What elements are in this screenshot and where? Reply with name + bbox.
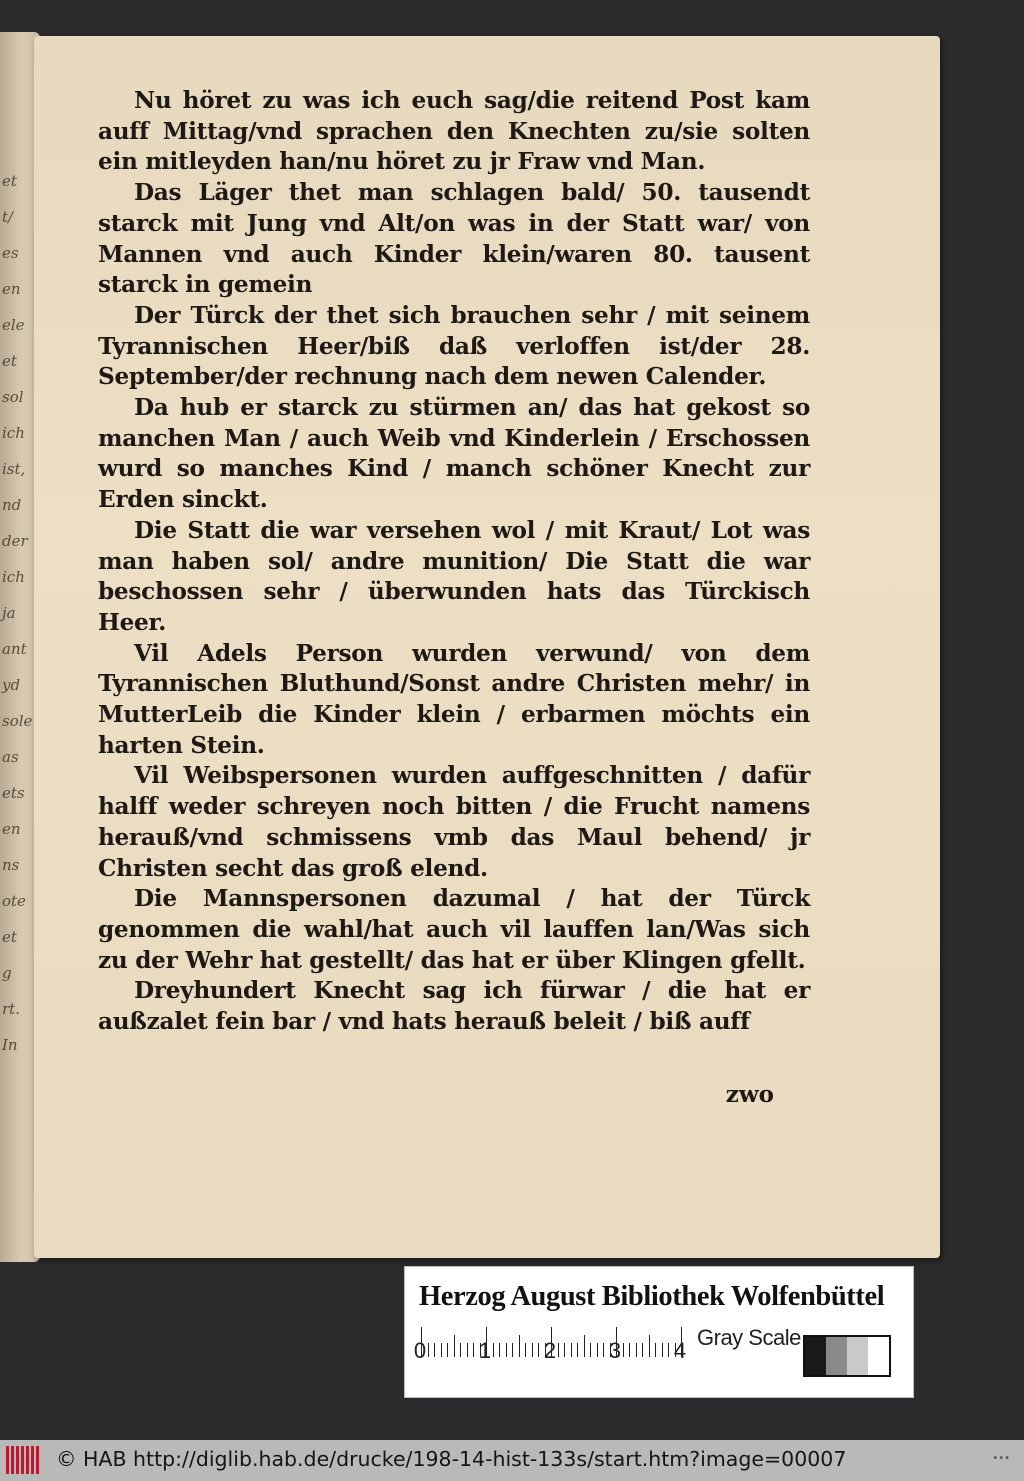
ruler-tick <box>454 1335 455 1357</box>
ruler-tick <box>655 1343 656 1357</box>
prev-page-fragment: sol <box>2 388 24 406</box>
stanza: Vil Weibspersonen wurden auffgeschnitten / dafür halff weder schreyen noch bitten / die Frucht namens herauß/vnd schmissens vmb das Maul behend/ jr Christen secht das groß elend. <box>98 762 810 882</box>
footer-bar <box>0 1440 1024 1481</box>
gray-swatch <box>826 1337 847 1375</box>
ruler-label: 1 <box>478 1338 492 1363</box>
logo-bar <box>16 1446 19 1474</box>
catchword: zwo <box>725 1081 774 1108</box>
stanza: Da hub er starck zu stürmen an/ das hat gekost so manchen Man / auch Weib vnd Kinderlein / Erschossen wurd so manches Kind / manch schöner Knecht zur Erden sinckt. <box>98 394 810 514</box>
prev-page-fragment: t/ <box>2 208 14 226</box>
color-target-card <box>404 1266 914 1398</box>
ruler-tick <box>597 1343 598 1357</box>
ruler-tick <box>428 1343 429 1357</box>
ruler-tick <box>447 1343 448 1357</box>
prev-page-fragment: rt. <box>2 1000 20 1018</box>
stanza: Nu höret zu was ich euch sag/die reitend Post kam auff Mittag/vnd sprachen den Knechten zu/sie solten ein mitleyden han/nu höret zu jr Fraw vnd Man. <box>98 87 810 176</box>
logo-bar <box>36 1446 39 1474</box>
prev-page-fragment: nd <box>2 496 22 514</box>
logo-bar <box>26 1446 29 1474</box>
stanza: Die Mannspersonen dazumal / hat der Türck genommen die wahl/hat auch vil lauffen lan/Was sich zu der Wehr hat gestellt/ das hat er über Klingen gfellt. <box>98 885 810 974</box>
gray-scale-label: Gray Scale <box>697 1325 801 1350</box>
prev-page-fragment: sole <box>2 712 33 730</box>
ruler-tick <box>558 1343 559 1357</box>
ruler-tick <box>649 1335 650 1357</box>
ruler-tick <box>636 1343 637 1357</box>
hab-logo-icon[interactable] <box>6 1446 44 1474</box>
ruler-tick <box>525 1343 526 1357</box>
gray-scale-swatches <box>803 1335 891 1377</box>
ruler-tick <box>460 1343 461 1357</box>
ruler-label: 4 <box>673 1338 687 1363</box>
ruler-tick <box>623 1343 624 1357</box>
resize-grip-icon: ••• <box>992 1453 1010 1464</box>
ruler-tick <box>668 1343 669 1357</box>
stanza: Vil Adels Person wurden verwund/ von dem Tyrannischen Bluthund/Sonst andre Christen mehr/ in MutterLeib die Kinder klein / erbarmen möchts ein harten Stein. <box>98 639 810 759</box>
page-text <box>98 86 810 1038</box>
ruler-tick <box>506 1343 507 1357</box>
prev-page-fragment: ja <box>2 604 16 622</box>
ruler-tick <box>493 1343 494 1357</box>
gray-swatch <box>847 1337 868 1375</box>
ruler-tick <box>499 1343 500 1357</box>
stanza: Das Läger thet man schlagen bald/ 50. tausendt starck mit Jung vnd Alt/on was in der Statt war/ von Mannen vnd auch Kinder klein/waren 80. tausent starck in gemein <box>98 179 810 299</box>
ruler-tick <box>532 1343 533 1357</box>
stanza: Der Türck der thet sich brauchen sehr / mit seinem Tyrannischen Heer/biß daß verloffen ist/der 28. September/der rechnung nach dem newen Calender. <box>98 301 810 391</box>
prev-page-fragment: ist, <box>2 460 26 478</box>
prev-page-fragment: ich <box>2 424 25 442</box>
prev-page-fragment: ote <box>2 892 26 910</box>
ruler-tick <box>473 1343 474 1357</box>
prev-page-fragment: ets <box>2 784 25 802</box>
ruler-tick <box>467 1343 468 1357</box>
prev-page-fragment: en <box>2 820 21 838</box>
prev-page-fragment: as <box>2 748 19 766</box>
copyright-url[interactable]: © HAB http://diglib.hab.de/drucke/198-14-hist-133s/start.htm?image=00007 <box>56 1447 847 1471</box>
prev-page-fragment: ich <box>2 568 25 586</box>
gray-swatch <box>805 1337 826 1375</box>
prev-page-fragment: ele <box>2 316 25 334</box>
ruler-tick <box>642 1343 643 1357</box>
prev-page-fragment: et <box>2 352 17 370</box>
gray-swatch <box>868 1337 889 1375</box>
ruler-tick <box>441 1343 442 1357</box>
ruler-tick <box>590 1343 591 1357</box>
logo-bar <box>11 1446 14 1474</box>
book-page <box>34 36 940 1258</box>
prev-page-fragment: es <box>2 244 19 262</box>
logo-bar <box>31 1446 34 1474</box>
ruler-tick <box>571 1343 572 1357</box>
ruler-tick <box>519 1335 520 1357</box>
ruler-tick <box>603 1343 604 1357</box>
library-name: Herzog August Bibliothek Wolfenbüttel <box>419 1281 885 1312</box>
ruler-tick <box>577 1343 578 1357</box>
ruler-label: 3 <box>608 1338 622 1363</box>
stanza: Die Statt die war versehen wol / mit Kraut/ Lot was man haben sol/ andre munition/ Die Statt die war beschossen sehr / überwunden hats das Türckisch Heer. <box>98 516 810 636</box>
stanza: Dreyhundert Knecht sag ich fürwar / die hat er außzalet fein bar / vnd hats herauß beleit / biß auff <box>98 977 810 1036</box>
prev-page-fragment: en <box>2 280 21 298</box>
ruler-tick <box>538 1343 539 1357</box>
ruler-tick <box>629 1343 630 1357</box>
ruler-tick <box>564 1343 565 1357</box>
ruler-tick <box>512 1343 513 1357</box>
prev-page-fragment: der <box>2 532 28 550</box>
ruler-tick <box>662 1343 663 1357</box>
logo-bar <box>6 1446 9 1474</box>
prev-page-fragment: ns <box>2 856 20 874</box>
prev-page-fragment: g <box>2 964 12 982</box>
logo-bar <box>21 1446 24 1474</box>
ruler-tick <box>584 1335 585 1357</box>
prev-page-fragment: yd <box>2 676 21 694</box>
prev-page-fragment: et <box>2 172 17 190</box>
prev-page-fragment: et <box>2 928 17 946</box>
prev-page-fragment: ant <box>2 640 27 658</box>
ruler-tick <box>434 1343 435 1357</box>
ruler-label: 0 <box>413 1338 427 1363</box>
ruler-label: 2 <box>543 1338 557 1363</box>
prev-page-fragment: In <box>2 1036 18 1054</box>
